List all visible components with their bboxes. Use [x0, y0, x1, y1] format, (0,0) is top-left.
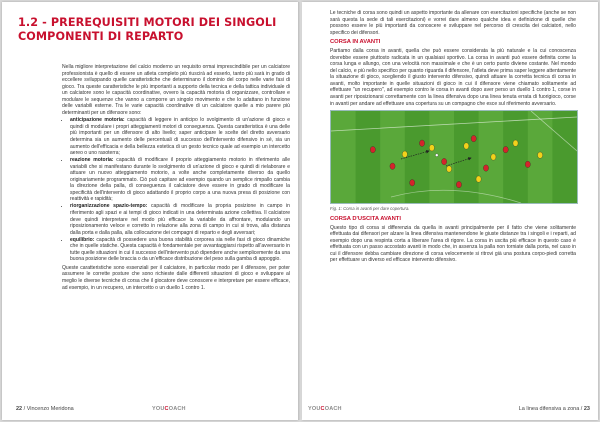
list-item	[70, 157, 290, 203]
section-paragraph: Questo tipo di corsa si differenzia da quella in avanti principalmente per il fatto che viene solitamente effettuata dai difensori per alzare la linea difensiva mantenendone le giuste distanze tra i singoli e i reparti, ad esempio dopo una respinta corta a liberare l'area di rigore. La corsa in uscita più efficace in questo caso è effettuata con un passo accostato avanti in modo che, in assenza la palla non torniate dalla porta, nel caso in cui il difensore debba cambiare direzione di corsa velocemente si ritrovi già una postura corpo-piedi corretta per effettuare un diverso ed efficace intervento difensivo.	[330, 224, 576, 264]
red-player	[390, 163, 395, 169]
list-item-text: capacità di possedere una buona stabilità corporea sia nelle fasi di gioco dinamiche che in quelle statiche. Questa capacità è fondamentale per avvantaggiarsi rispetto all'avversario in tutte quelle situazioni in cui il successo dell'intervento può dipendere anche semplicemente da una buona posizione delle braccia o da un'efficace distribuzione del peso sulla gamba di appoggio.	[70, 236, 290, 263]
youcoach-logo: YOUCOACH	[152, 406, 186, 412]
yellow-player	[402, 151, 407, 157]
red-player	[419, 140, 424, 146]
pitch-stripe	[331, 111, 356, 203]
outro-paragraph: Queste caratteristiche sono essenziali per il calciatore, in particolar modo per il difensore, per poter assumere le corrette posture che sono richieste dalle differenti situazioni di gioco e sviluppare al meglio le diverse tecniche di corsa che il giocatore deve conoscere e interpretare per essere efficace, ad esempio, in un recupero, un intercetto o un duello 1 contro 1.	[62, 264, 290, 291]
red-player	[471, 136, 476, 142]
pitch-stripe	[552, 111, 577, 203]
pitch-stripe	[380, 111, 405, 203]
yellow-player	[491, 154, 496, 160]
red-player	[410, 180, 415, 186]
list-item	[70, 203, 290, 236]
list-item-text: capacità di modificare la propria posizione in campo in riferimento agli spazi e ai tempi di gioco indicati in una determinata azione collettiva. Il calciatore deve quindi interpretare nel modo più efficace la variabile da affrontare, modulando un riposizionamento veloce e corretto in relazione alla zona di campo in cui si trova, alla distanza dalla porta e dalla palla, alla collocazione dei compagni di reparto e degli avversari;	[70, 203, 290, 236]
list-item-term: equilibrio:	[70, 236, 95, 243]
yellow-player	[538, 152, 543, 158]
yellow-player	[476, 176, 481, 182]
youcoach-logo: YOUCOACH	[308, 406, 342, 412]
right-body-text	[330, 10, 576, 265]
left-footer	[16, 406, 74, 412]
chapter-title	[18, 16, 288, 44]
red-player	[525, 161, 530, 167]
page-number: 22	[16, 406, 23, 412]
footer-author: / Vincenzo Meridona	[22, 406, 74, 412]
list-item	[70, 117, 290, 156]
pitch-stripe	[503, 111, 528, 203]
right-page	[302, 2, 598, 420]
pitch-stripe	[454, 111, 479, 203]
figure-caption: Fig. 1: Corsa in avanti per dare copertura.	[330, 206, 410, 212]
red-player	[442, 159, 447, 165]
right-footer	[519, 406, 590, 412]
list-item	[70, 237, 290, 263]
ball	[435, 154, 438, 157]
list-item-term: reazione motoria:	[70, 157, 114, 164]
section-heading-corsa-uscita: CORSA D'USCITA AVANTI	[330, 215, 401, 222]
chapter-title-text: PREREQUISITI MOTORI DEI SINGOLI COMPONENTI DI REPARTO	[18, 16, 277, 43]
red-player	[503, 147, 508, 153]
list-item-term: anticipazione motoria:	[70, 117, 125, 124]
capacities-list	[62, 117, 290, 263]
left-body-text	[62, 64, 290, 292]
yellow-player	[513, 140, 518, 146]
list-item-text: capacità di leggere in anticipo lo svolgimento di un'azione di gioco e quindi di modulare i propri atteggiamenti motori di conseguenza. Questa caratteristica è una delle più importanti per un difensore di alto livello; saper anticipare le scelte del diretto avversario determina sia un aumento delle percentuali di successo dell'intervento difensivo in sé, sia un aumento dell'efficacia e della bellezza estetica di un gesto tecnico quale ad esempio un intercetto aereo o uno rasoterra;	[70, 117, 291, 157]
yellow-player	[446, 166, 451, 172]
footer-book-title: La linea difensiva a zona /	[518, 406, 584, 412]
intro-paragraph: Le tecniche di corsa sono quindi un aspetto importante da allenare con esercitazioni specifiche (anche se non sarà questa la sede di tali esercitazioni) e vorrei dare almeno qualche idea e definizione di quelle che possono essere le più importanti da conoscere e sviluppare nel percorso di crescita dei calciatori, nello specifico dei difensori.	[330, 10, 576, 36]
pitch-stripe	[356, 111, 381, 203]
pitch-figure	[330, 110, 578, 204]
red-player	[370, 147, 375, 153]
page-number: 23	[583, 406, 590, 412]
section-paragraph: Partiamo dalla corsa in avanti, quella che può essere considerata la più naturale e la cui conoscenza dovrebbe essere piuttosto radicata in un qualsiasi sportivo. La corsa in avanti può essere definita come la corsa lunga e allungo, con una velocità non massimale e che è un certo punto diviene costante. Nel mondo del calcio, e più nello specifico per quanto riguarda il difensore, l'atleta deve prima saper leggere attentamente la situazione di gioco, scegliendo il giusto intervento difensivo, quindi attuare la corretta tecnica di corsa in avanti, molto importante in quelle situazioni di gioco in cui il difensore viene chiamato solitamente ad effettuare "un recupero", ad esempio contro le corsa in avanti dopo aver perso un duello 1 contro 1, corse in avanti per riposizionarsi correttamente con la linea difensiva dopo una linea tenuta errata di fuorigioco, corse in avanti per andare ad effettuare una copertura su un compagno che esce sul riferimento avversario.	[330, 48, 576, 107]
chapter-number: 1.2 -	[18, 16, 47, 29]
yellow-player	[429, 145, 434, 151]
red-player	[483, 165, 488, 171]
pitch-diagram	[331, 111, 577, 203]
list-item-term: riorganizzazione spazio-tempo:	[70, 203, 148, 210]
red-player	[456, 182, 461, 188]
section-heading-corsa-avanti: CORSA IN AVANTI	[330, 39, 381, 46]
list-item-text: capacità di modificare il proprio atteggiamento motorio in riferimento alle variabili che si manifestano durante lo svolgimento di un'azione di gioco e quindi di rielaborare e attuare un nuovo atteggiamento motorio, a volte anche completamente diverso da quello originariamente programmato. Ciò può capitare ad esempio quando un semplice rimpallo cambia la direzione della palla, di conseguenza il calciatore deve essere in grado di modificare la specificità dell'intervento di gioco adattando il proprio corpo a una nuova presa di posizione con reattività e rapidità;	[70, 157, 290, 203]
intro-paragraph: Nella migliore interpretazione del calcio moderno un requisito ormai imprescindibile per un calciatore professionista è quello di essere un atleta completo più riuscirà ad esserlo, tanto più sarà in grado di eccellere sviluppando quelle caratteristiche che determinano il dominio del corpo nelle varie fasi di gioco. Tra queste caratteristiche le più importanti a supporto della tecnica e della tattica individuale di un calciatore sono le capacità coordinative, ovvero la capacità motoria di organizzare, controllare e modulare le sequenze che vanno a comporre un singolo movimento e che lo adattano in funzione delle variabili esterne. Tra le varie capacità coordinative di un calciatore quelle a mio parere più determinanti per un difensore sono:	[62, 64, 290, 116]
left-page	[2, 2, 298, 420]
yellow-player	[464, 143, 469, 149]
